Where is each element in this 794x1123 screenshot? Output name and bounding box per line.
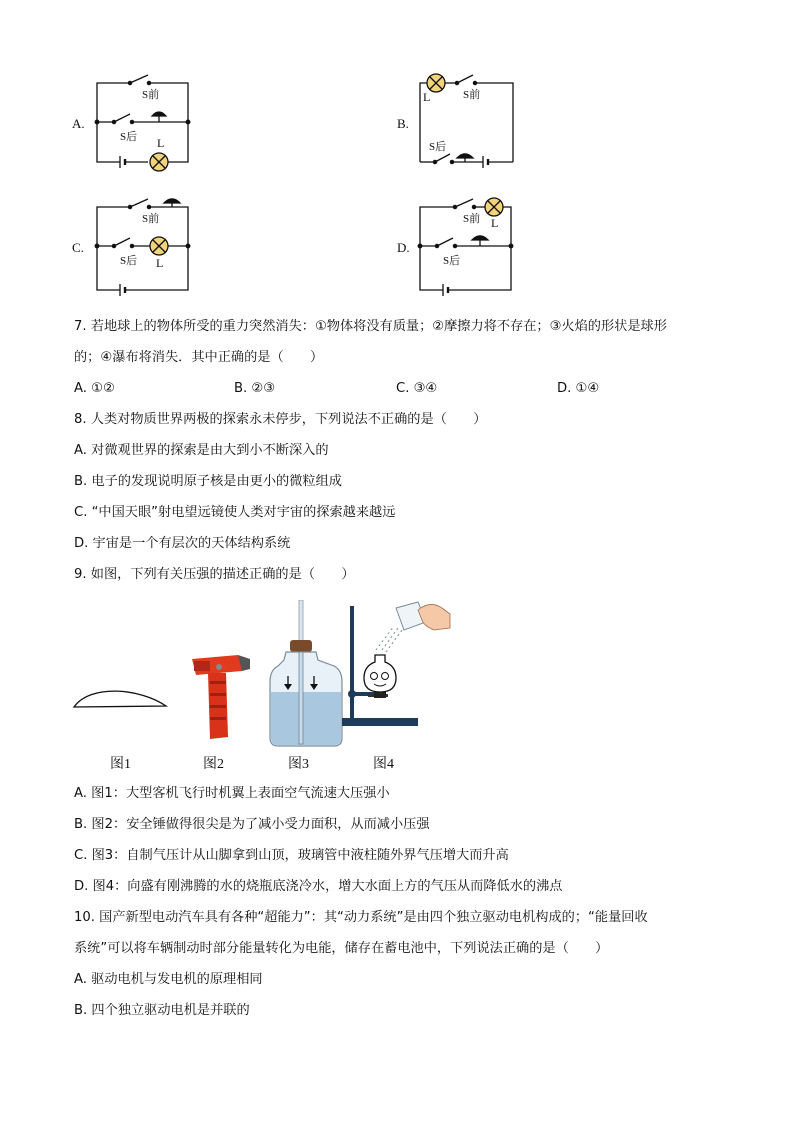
circuit-option-a bbox=[70, 70, 200, 180]
q7-stem-line2: 的；④瀑布将消失．其中正确的是（ ） bbox=[74, 350, 324, 365]
figure-4-flask-stand bbox=[338, 600, 458, 740]
q8-choice-d: D. 宇宙是一个有层次的天体结构系统 bbox=[74, 536, 291, 551]
switch-label-front: S前 bbox=[142, 89, 160, 101]
switch-label-rear: S后 bbox=[120, 255, 138, 267]
q7-choice-b: B. ②③ bbox=[234, 381, 276, 396]
circuit-option-d bbox=[395, 194, 525, 304]
switch-label-front: S前 bbox=[463, 89, 481, 101]
switch-label-front: S前 bbox=[463, 213, 481, 225]
option-letter: D. bbox=[397, 240, 410, 255]
circuit-option-c bbox=[70, 194, 200, 304]
figure-caption-3: 图3 bbox=[288, 757, 309, 772]
q8-choice-b: B. 电子的发现说明原子核是由更小的微粒组成 bbox=[74, 474, 342, 489]
circuit-diagram-a bbox=[70, 70, 200, 180]
switch-label-rear: S后 bbox=[443, 255, 461, 267]
circuit-option-b bbox=[395, 70, 525, 180]
q8-choice-a: A. 对微观世界的探索是由大到小不断深入的 bbox=[74, 443, 329, 458]
q10-choice-b: B. 四个独立驱动电机是并联的 bbox=[74, 1003, 250, 1018]
figure-caption-2: 图2 bbox=[203, 757, 224, 772]
q9-stem: 9. 如图，下列有关压强的描述正确的是（ ） bbox=[74, 567, 355, 582]
switch-label-rear: S后 bbox=[429, 141, 447, 153]
lamp-label: L bbox=[423, 90, 431, 104]
lamp-label: L bbox=[491, 216, 499, 230]
lamp-label: L bbox=[156, 256, 164, 270]
q8-stem: 8. 人类对物质世界两极的探索永未停步，下列说法不正确的是（ ） bbox=[74, 412, 487, 427]
figure-2-safety-hammer bbox=[186, 645, 256, 745]
lamp-label: L bbox=[157, 136, 165, 150]
q8-choice-c: C. “中国天眼”射电望远镜使人类对宇宙的探索越来越远 bbox=[74, 505, 396, 520]
q10-stem-line2: 系统”可以将车辆制动时部分能量转化为电能，储存在蓄电池中，下列说法正确的是（ ） bbox=[74, 941, 609, 956]
q9-choice-b: B. 图2：安全锤做得很尖是为了减小受力面积，从而减小压强 bbox=[74, 817, 430, 832]
circuit-diagram-b bbox=[395, 70, 525, 180]
q10-stem-line1: 10. 国产新型电动汽车具有各种“超能力”：其“动力系统”是由四个独立驱动电机构成的；“能量回收 bbox=[74, 910, 648, 925]
circuit-diagram-c bbox=[70, 194, 200, 304]
q9-choice-a: A. 图1：大型客机飞行时机翼上表面空气流速大压强小 bbox=[74, 786, 390, 801]
q7-choice-a: A. ①② bbox=[74, 381, 115, 396]
circuit-diagram-d bbox=[395, 194, 525, 304]
switch-label-rear: S后 bbox=[120, 131, 138, 143]
q7-choice-d: D. ①④ bbox=[557, 381, 600, 396]
option-letter: C. bbox=[72, 240, 84, 255]
q9-choice-d: D. 图4：向盛有刚沸腾的水的烧瓶底浇冷水，增大水面上方的气压从而降低水的沸点 bbox=[74, 879, 563, 894]
figure-caption-4: 图4 bbox=[373, 757, 394, 772]
q10-choice-a: A. 驱动电机与发电机的原理相同 bbox=[74, 972, 263, 987]
figure-1-wing bbox=[70, 680, 170, 720]
option-letter: A. bbox=[72, 116, 85, 131]
q7-stem-line1: 7. 若地球上的物体所受的重力突然消失：①物体将没有质量；②摩擦力将不存在；③火焰的形状是球形 bbox=[74, 319, 667, 334]
q9-choice-c: C. 图3：自制气压计从山脚拿到山顶，玻璃管中液柱随外界气压增大而升高 bbox=[74, 848, 509, 863]
switch-label-front: S前 bbox=[142, 213, 160, 225]
q7-choice-c: C. ③④ bbox=[396, 381, 438, 396]
option-letter: B. bbox=[397, 116, 409, 131]
figure-caption-1: 图1 bbox=[110, 757, 131, 772]
